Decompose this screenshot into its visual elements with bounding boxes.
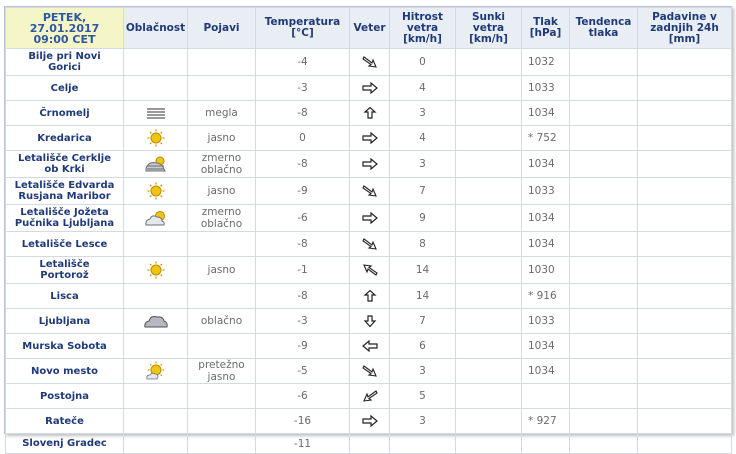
wind-direction-cell (350, 309, 390, 334)
phenomena-line1: oblačno (200, 315, 243, 327)
wind-arrow-e-icon (362, 212, 378, 224)
precipitation-cell (638, 334, 732, 359)
wind-gust-cell (456, 384, 522, 409)
wind-direction-cell (350, 126, 390, 151)
temperature-cell: -3 (256, 309, 350, 334)
phenomena-cell (188, 232, 256, 257)
station-name-cell[interactable] (6, 232, 124, 257)
precipitation-cell (638, 284, 732, 309)
station-name-cell[interactable] (6, 49, 124, 76)
date-line1: PETEK, (42, 10, 87, 24)
precipitation-cell (638, 257, 732, 284)
wind-speed-header-line3: [km/h] (403, 32, 442, 45)
wind-speed-cell: 7 (390, 178, 456, 205)
wind-speed-cell: 4 (390, 126, 456, 151)
station-name-line1: Kredarica (37, 132, 92, 144)
cloudiness-header[interactable]: Oblačnost (124, 8, 188, 49)
precipitation-cell (638, 359, 732, 384)
phenomena-cell (188, 76, 256, 101)
wind-gust-header[interactable] (456, 8, 522, 49)
wind-direction-cell (350, 76, 390, 101)
wind-gust-cell (456, 126, 522, 151)
station-name-cell[interactable] (6, 434, 124, 454)
temperature-cell: -8 (256, 284, 350, 309)
wind-speed-cell: 0 (390, 49, 456, 76)
station-name-line2: Pučnika Ljubljana (14, 218, 115, 229)
pressure-tendency-cell (570, 257, 638, 284)
pressure-cell: * 916 (522, 284, 570, 309)
pressure-tendency-cell (570, 409, 638, 434)
pressure-tendency-cell (570, 359, 638, 384)
wind-gust-cell (456, 76, 522, 101)
station-name-cell[interactable] (6, 309, 124, 334)
phenomena-cell (188, 49, 256, 76)
pressure-tendency-header-line1: Tendenca (575, 16, 632, 28)
pressure-tendency-cell (570, 76, 638, 101)
phenomena-cell (188, 205, 256, 232)
fog-icon (143, 103, 169, 123)
precipitation-cell (638, 309, 732, 334)
weather-table-panel (4, 6, 732, 450)
temperature-cell: -6 (256, 384, 350, 409)
sun-fog-icon (143, 154, 169, 174)
pressure-tendency-cell (570, 101, 638, 126)
pressure-tendency-cell (570, 309, 638, 334)
station-name-line1: Črnomelj (39, 107, 90, 119)
pressure-tendency-cell (570, 284, 638, 309)
precipitation-cell (638, 384, 732, 409)
pressure-cell (522, 434, 570, 454)
pressure-tendency-cell (570, 434, 638, 454)
wind-gust-cell (456, 434, 522, 454)
wind-speed-cell: 3 (390, 151, 456, 178)
wind-direction-cell (350, 257, 390, 284)
pressure-tendency-cell (570, 232, 638, 257)
station-name-cell[interactable] (6, 359, 124, 384)
table-row (6, 384, 732, 409)
cloudiness-cell (124, 49, 188, 76)
wind-direction-cell (350, 232, 390, 257)
station-name-line1: Novo mesto (31, 365, 98, 377)
wind-gust-cell (456, 334, 522, 359)
sun-icon (143, 260, 169, 280)
pressure-cell: 1034 (522, 232, 570, 257)
pressure-tendency-cell (570, 384, 638, 409)
wind-speed-cell: 4 (390, 76, 456, 101)
table-row (6, 151, 732, 178)
header-row (6, 8, 732, 49)
wind-gust-cell (456, 359, 522, 384)
phenomena-line1: pretežno (198, 359, 245, 371)
pressure-cell: 1034 (522, 151, 570, 178)
date-line3: 09:00 CET (33, 32, 96, 46)
cloud-icon (143, 311, 169, 331)
wind-arrow-se-icon (362, 185, 378, 197)
table-row (6, 409, 732, 434)
pressure-tendency-cell (570, 49, 638, 76)
pressure-cell: 1034 (522, 101, 570, 126)
station-name-line1: Letališče Lesce (21, 238, 108, 250)
wind-gust-cell (456, 151, 522, 178)
table-row (6, 178, 732, 205)
wind-direction-cell (350, 334, 390, 359)
wind-speed-cell: 7 (390, 309, 456, 334)
phenomena-cell (188, 309, 256, 334)
cloudiness-cell (124, 257, 188, 284)
wind-direction-cell (350, 409, 390, 434)
pressure-tendency-cell (570, 334, 638, 359)
precipitation-header[interactable] (638, 8, 732, 49)
wind-arrow-n-icon (362, 290, 378, 302)
wind-arrow-se-icon (362, 365, 378, 377)
wind-speed-cell: 3 (390, 409, 456, 434)
table-row (6, 126, 732, 151)
table-row (6, 76, 732, 101)
phenomena-line2: jasno (207, 371, 236, 383)
wind-speed-header[interactable] (390, 8, 456, 49)
weather-observations-table (5, 7, 732, 454)
temperature-header[interactable] (256, 8, 350, 49)
cloudiness-cell (124, 101, 188, 126)
sun-small-cloud-icon (143, 361, 169, 381)
station-name-line2: Gorici (48, 62, 81, 73)
pressure-cell: 1034 (522, 359, 570, 384)
wind-gust-cell (456, 409, 522, 434)
station-name-line1: Letališče Jožeta (20, 207, 109, 218)
wind-speed-cell: 6 (390, 334, 456, 359)
cloudiness-cell (124, 309, 188, 334)
phenomena-line1: megla (205, 107, 238, 119)
pressure-cell: 1034 (522, 334, 570, 359)
pressure-tendency-cell (570, 151, 638, 178)
wind-gust-cell (456, 101, 522, 126)
cloudiness-cell (124, 232, 188, 257)
phenomena-cell (188, 126, 256, 151)
wind-gust-cell (456, 232, 522, 257)
wind-header[interactable]: Veter (350, 8, 390, 49)
wind-direction-cell (350, 205, 390, 232)
wind-direction-cell (350, 101, 390, 126)
wind-arrow-w-icon (362, 340, 378, 352)
phenomena-cell (188, 284, 256, 309)
table-row (6, 232, 732, 257)
precipitation-cell (638, 101, 732, 126)
pressure-cell (522, 384, 570, 409)
pressure-cell: 1032 (522, 49, 570, 76)
temperature-cell: -5 (256, 359, 350, 384)
phenomena-cell (188, 151, 256, 178)
temperature-cell: -16 (256, 409, 350, 434)
station-name-line2: Rusjana Maribor (18, 191, 111, 202)
station-name-line1: Letališče (39, 259, 90, 270)
precipitation-cell (638, 49, 732, 76)
table-row (6, 257, 732, 284)
pressure-cell: * 752 (522, 126, 570, 151)
phenomena-line1: jasno (207, 132, 236, 144)
cloudiness-cell (124, 178, 188, 205)
wind-gust-cell (456, 205, 522, 232)
station-name-line1: Celje (50, 82, 79, 94)
wind-direction-cell (350, 359, 390, 384)
temperature-cell: -6 (256, 205, 350, 232)
wind-speed-header-line2: vetra (406, 21, 439, 34)
pressure-tendency-header[interactable] (570, 8, 638, 49)
cloudiness-cell (124, 205, 188, 232)
wind-speed-cell: 3 (390, 359, 456, 384)
phenomena-cell (188, 434, 256, 454)
temperature-cell: -4 (256, 49, 350, 76)
table-row (6, 434, 732, 454)
temperature-cell: -9 (256, 334, 350, 359)
pressure-cell: 1033 (522, 76, 570, 101)
pressure-header-label: Tlak (533, 16, 558, 28)
cloudiness-cell (124, 284, 188, 309)
station-name-cell[interactable] (6, 126, 124, 151)
wind-speed-cell: 8 (390, 232, 456, 257)
precipitation-cell (638, 76, 732, 101)
station-name-line1: Letališče Edvarda (14, 180, 115, 191)
station-name-cell[interactable] (6, 205, 124, 232)
cloudiness-cell (124, 76, 188, 101)
phenomena-cell (188, 101, 256, 126)
wind-gust-header-line3: [km/h] (469, 32, 508, 45)
station-name-cell[interactable] (6, 257, 124, 284)
wind-gust-cell (456, 49, 522, 76)
precipitation-header-line2: zadnjih 24h (650, 21, 719, 34)
precipitation-header-line3: [mm] (668, 32, 701, 45)
station-name-line1: Bilje pri Novi (28, 51, 101, 62)
temperature-cell: -8 (256, 151, 350, 178)
cloudiness-cell (124, 126, 188, 151)
cloudiness-cell (124, 409, 188, 434)
wind-speed-cell: 9 (390, 205, 456, 232)
partly-cloudy-icon (143, 208, 169, 228)
wind-arrow-se-icon (362, 56, 378, 68)
phenomena-cell (188, 178, 256, 205)
wind-arrow-n-icon (362, 107, 378, 119)
station-name-cell[interactable] (6, 284, 124, 309)
pressure-tendency-header-line2: tlaka (588, 27, 619, 39)
station-name-line2: Portorož (40, 270, 89, 281)
table-row (6, 359, 732, 384)
wind-arrow-se-icon (362, 238, 378, 250)
pressure-tendency-cell (570, 178, 638, 205)
temperature-header-unit: [°C] (291, 27, 314, 39)
station-name-line1: Ljubljana (38, 315, 91, 327)
table-row (6, 205, 732, 232)
wind-arrow-e-icon (362, 132, 378, 144)
date-header (6, 8, 124, 49)
station-name-line1: Postojna (39, 390, 90, 402)
temperature-cell: -11 (256, 434, 350, 454)
cloudiness-cell (124, 151, 188, 178)
pressure-tendency-cell (570, 205, 638, 232)
wind-gust-cell (456, 309, 522, 334)
station-name-line2: ob Krki (44, 164, 85, 175)
station-name-cell[interactable] (6, 178, 124, 205)
phenomena-cell (188, 359, 256, 384)
wind-direction-cell (350, 178, 390, 205)
phenomena-line1: zmerno (201, 152, 242, 164)
station-name-cell[interactable] (6, 409, 124, 434)
precipitation-cell (638, 205, 732, 232)
phenomena-header[interactable]: Pojavi (188, 8, 256, 49)
wind-speed-cell: 14 (390, 257, 456, 284)
precipitation-cell (638, 409, 732, 434)
pressure-tendency-cell (570, 126, 638, 151)
table-row (6, 309, 732, 334)
wind-arrow-nw-icon (362, 264, 378, 276)
cloudiness-cell (124, 384, 188, 409)
temperature-cell: -3 (256, 76, 350, 101)
phenomena-line2: oblačno (200, 164, 243, 176)
pressure-cell: 1033 (522, 309, 570, 334)
wind-speed-cell: 5 (390, 384, 456, 409)
precipitation-cell (638, 126, 732, 151)
date-line2: 27.01.2017 (29, 21, 100, 35)
temperature-cell: 0 (256, 126, 350, 151)
phenomena-cell (188, 334, 256, 359)
pressure-cell: 1030 (522, 257, 570, 284)
pressure-cell: 1034 (522, 205, 570, 232)
wind-speed-cell: 3 (390, 101, 456, 126)
wind-arrow-e-icon (362, 158, 378, 170)
wind-direction-cell (350, 49, 390, 76)
wind-gust-header-line2: vetra (472, 21, 505, 34)
station-name-cell[interactable] (6, 151, 124, 178)
pressure-cell: * 927 (522, 409, 570, 434)
station-name-line1: Slovenj Gradec (22, 438, 107, 449)
temperature-cell: -9 (256, 178, 350, 205)
wind-arrow-e-icon (362, 415, 378, 427)
precipitation-cell (638, 434, 732, 454)
precipitation-cell (638, 151, 732, 178)
wind-direction-cell (350, 284, 390, 309)
station-name-line1: Murska Sobota (22, 340, 107, 352)
wind-gust-cell (456, 284, 522, 309)
wind-gust-cell (456, 178, 522, 205)
phenomena-line1: zmerno (201, 206, 242, 218)
pressure-header[interactable] (522, 8, 570, 49)
phenomena-cell (188, 257, 256, 284)
precipitation-cell (638, 178, 732, 205)
wind-speed-cell (390, 434, 456, 454)
pressure-cell: 1033 (522, 178, 570, 205)
wind-gust-cell (456, 257, 522, 284)
wind-arrow-sw-icon (362, 390, 378, 402)
sun-icon (143, 128, 169, 148)
cloudiness-cell (124, 334, 188, 359)
station-name-cell[interactable] (6, 76, 124, 101)
cloudiness-cell (124, 359, 188, 384)
temperature-cell: -8 (256, 232, 350, 257)
station-name-line1: Lisca (50, 290, 79, 302)
table-row (6, 334, 732, 359)
phenomena-cell (188, 409, 256, 434)
phenomena-line1: jasno (207, 185, 236, 197)
wind-direction-cell (350, 434, 390, 454)
wind-arrow-e-icon (362, 82, 378, 94)
cloudiness-cell (124, 434, 188, 454)
station-name-cell[interactable] (6, 334, 124, 359)
phenomena-cell (188, 384, 256, 409)
temperature-cell: -1 (256, 257, 350, 284)
precipitation-cell (638, 232, 732, 257)
wind-speed-cell: 14 (390, 284, 456, 309)
temperature-header-label: Temperatura (264, 16, 341, 28)
precipitation-header-line1: Padavine v (652, 10, 717, 23)
station-name-cell[interactable] (6, 101, 124, 126)
wind-gust-header-line1: Sunki (471, 10, 506, 23)
station-name-line1: Letališče Cerklje (17, 153, 112, 164)
wind-arrow-s-icon (362, 315, 378, 327)
station-name-cell[interactable] (6, 384, 124, 409)
table-row (6, 284, 732, 309)
temperature-cell: -8 (256, 101, 350, 126)
station-name-line1: Rateče (45, 415, 84, 427)
wind-direction-cell (350, 151, 390, 178)
table-row (6, 101, 732, 126)
pressure-header-unit: [hPa] (529, 27, 562, 39)
table-row (6, 49, 732, 76)
phenomena-line2: oblačno (200, 218, 243, 230)
phenomena-line1: jasno (207, 264, 236, 276)
sun-icon (143, 181, 169, 201)
wind-speed-header-line1: Hitrost (401, 10, 444, 23)
wind-direction-cell (350, 384, 390, 409)
